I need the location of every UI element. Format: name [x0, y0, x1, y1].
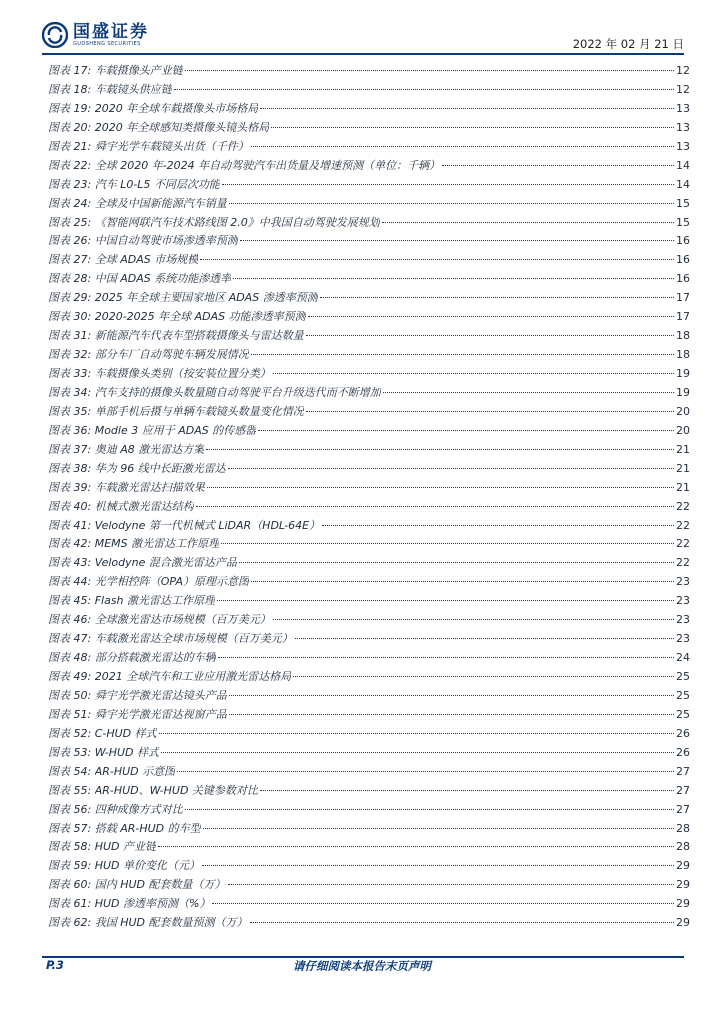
toc-entry-title: 《智能网联汽车技术路线图 2.0》中我国自动驾驶发展规划 — [94, 215, 380, 229]
toc-entry-title: HUD 渗透率预测（%） — [94, 897, 211, 911]
toc-entry[interactable] — [48, 706, 690, 725]
toc-entry-title: 部分车厂自动驾驶车辆发展情况 — [94, 348, 249, 362]
toc-entry-title: 2025 年全球主要国家地区 ADAS 渗透率预测 — [94, 291, 318, 305]
toc-entry[interactable] — [48, 611, 690, 630]
toc-entry[interactable] — [48, 857, 690, 876]
toc-dot-leader — [251, 581, 674, 582]
toc-entry-title: AR-HUD、W-HUD 关键参数对比 — [94, 783, 258, 797]
toc-entry-page: 24 — [676, 651, 690, 665]
toc-dot-leader — [320, 297, 674, 298]
toc-entry-title: 车载摄像头产业链 — [94, 64, 183, 77]
toc-entry-title: 光学相控阵（OPA）原理示意图 — [94, 575, 249, 589]
footer-disclaimer: 请仔细阅读本报告末页声明 — [293, 959, 431, 973]
toc-dot-leader — [251, 354, 674, 355]
toc-dot-leader — [273, 373, 674, 374]
toc-entry-title: 搭载 AR-HUD 的车型 — [94, 821, 201, 835]
toc-entry-title: 全球激光雷达市场规模（百万美元） — [94, 613, 271, 627]
toc-entry-label: 图表 19: — [48, 101, 92, 115]
toc-entry-title: 全球 ADAS 市场规模 — [94, 253, 199, 267]
toc-dot-leader — [229, 203, 674, 204]
toc-entry[interactable] — [48, 289, 690, 308]
logo-text — [73, 23, 149, 48]
toc-entry-page: 25 — [676, 670, 690, 683]
toc-entry-page: 25 — [676, 688, 690, 702]
toc-entry-page: 22 — [676, 518, 690, 532]
toc-entry-title: 四种成像方式对比 — [94, 802, 183, 816]
toc-entry-label: 图表 31: — [48, 329, 92, 343]
toc-dot-leader — [217, 600, 674, 601]
figure-index-list — [48, 62, 690, 933]
toc-entry-title: AR-HUD 示意图 — [94, 764, 176, 778]
toc-entry[interactable] — [48, 232, 690, 251]
toc-dot-leader — [207, 487, 674, 488]
toc-entry-label: 图表 41: — [48, 518, 92, 532]
toc-entry-page: 16 — [676, 272, 690, 286]
toc-entry-label: 图表 59: — [48, 859, 92, 873]
toc-entry-title: 车载激光雷达扫描效果 — [94, 480, 205, 494]
toc-dot-leader — [174, 89, 674, 90]
toc-dot-leader — [295, 638, 674, 639]
toc-entry-page: 14 — [676, 177, 690, 191]
toc-dot-leader — [260, 108, 674, 109]
toc-entry-label: 图表 24: — [48, 196, 92, 210]
toc-entry-page: 23 — [676, 575, 690, 589]
toc-entry-title: 汽车 L0-L5 不同层次功能 — [94, 177, 220, 191]
toc-entry-title: 我国 HUD 配套数量预测（万） — [94, 916, 248, 930]
toc-entry-page: 17 — [676, 291, 690, 305]
toc-entry-title: 机械式激光雷达结构 — [94, 499, 194, 513]
toc-entry-label: 图表 33: — [48, 367, 92, 380]
toc-entry-label: 图表 51: — [48, 707, 92, 721]
toc-entry-page: 26 — [676, 745, 690, 759]
toc-entry-page: 27 — [676, 802, 690, 816]
toc-dot-leader — [260, 790, 674, 791]
toc-entry[interactable] — [48, 535, 690, 554]
toc-entry-page: 17 — [676, 310, 690, 324]
toc-entry-title: Velodyne 第一代机械式 LiDAR（HDL-64E） — [94, 518, 321, 532]
toc-entry[interactable] — [48, 365, 690, 384]
toc-entry-title: 舜宇光学激光雷达镜头产品 — [94, 688, 227, 702]
page-header — [0, 0, 724, 58]
toc-entry-title: 舜宇光学激光雷达视窗产品 — [94, 707, 227, 721]
toc-entry-label: 图表 29: — [48, 291, 92, 305]
toc-dot-leader — [442, 165, 674, 166]
toc-entry-title: 华为 96 线中长距激光雷达 — [94, 461, 226, 475]
toc-entry-title: MEMS 激光雷达工作原理 — [94, 537, 220, 551]
toc-dot-leader — [306, 411, 674, 412]
toc-dot-leader — [250, 922, 675, 923]
toc-entry-label: 图表 20: — [48, 120, 92, 134]
toc-entry-title: Flash 激光雷达工作原理 — [94, 594, 216, 608]
toc-entry-label: 图表 58: — [48, 840, 92, 854]
toc-entry-page: 16 — [676, 234, 690, 248]
toc-entry-page: 15 — [676, 196, 690, 210]
toc-entry-title: 2020 年全球感知类摄像头镜头格局 — [94, 120, 270, 134]
header-divider — [42, 53, 684, 55]
toc-entry-label: 图表 49: — [48, 670, 92, 683]
toc-dot-leader — [228, 884, 675, 885]
toc-entry[interactable] — [48, 460, 690, 479]
toc-entry-title: HUD 单价变化（元） — [94, 859, 200, 873]
toc-entry-page: 16 — [676, 253, 690, 267]
toc-entry-label: 图表 28: — [48, 272, 92, 286]
toc-entry-page: 13 — [676, 120, 690, 134]
toc-entry[interactable] — [48, 327, 690, 346]
toc-dot-leader — [161, 752, 674, 753]
toc-dot-leader — [196, 506, 674, 507]
toc-entry[interactable] — [48, 270, 690, 289]
toc-entry-title: 2020 年全球车载摄像头市场格局 — [94, 101, 259, 115]
toc-entry-label: 图表 35: — [48, 404, 92, 418]
toc-entry-label: 图表 30: — [48, 310, 92, 324]
toc-entry-label: 图表 42: — [48, 537, 92, 551]
toc-entry-title: 奥迪 A8 激光雷达方案 — [94, 442, 205, 456]
toc-dot-leader — [222, 184, 674, 185]
toc-entry[interactable] — [48, 554, 690, 573]
toc-entry[interactable] — [48, 630, 690, 649]
toc-dot-leader — [382, 222, 674, 223]
toc-entry-page: 29 — [676, 859, 690, 873]
toc-entry-page: 28 — [676, 821, 690, 835]
toc-entry-label: 图表 43: — [48, 556, 92, 570]
toc-dot-leader — [229, 695, 674, 696]
toc-entry-label: 图表 34: — [48, 385, 92, 399]
toc-entry-label: 图表 39: — [48, 480, 92, 494]
toc-dot-leader — [221, 543, 674, 544]
toc-entry-page: 27 — [676, 783, 690, 797]
toc-entry-title: 中国自动驾驶市场渗透率预测 — [94, 234, 238, 248]
toc-dot-leader — [228, 468, 674, 469]
toc-dot-leader — [306, 335, 674, 336]
toc-entry-title: 汽车支持的摄像头数量随自动驾驶平台升级迭代而不断增加 — [94, 385, 381, 399]
toc-entry-label: 图表 23: — [48, 177, 92, 191]
toc-entry[interactable] — [48, 838, 690, 857]
toc-entry-title: 车载激光雷达全球市场规模（百万美元） — [94, 632, 293, 646]
toc-entry[interactable] — [48, 744, 690, 763]
toc-entry[interactable] — [48, 403, 690, 422]
toc-dot-leader — [218, 657, 674, 658]
toc-entry-page: 20 — [676, 423, 690, 437]
toc-entry[interactable] — [48, 573, 690, 592]
toc-entry-title: W-HUD 样式 — [94, 745, 159, 759]
toc-dot-leader — [251, 146, 674, 147]
toc-entry-title: 车载摄像头类别（按安装位置分类） — [94, 367, 271, 380]
toc-entry[interactable] — [48, 100, 690, 119]
toc-entry-page: 22 — [676, 556, 690, 570]
page-number: P.3 — [46, 958, 64, 972]
toc-entry-page: 23 — [676, 632, 690, 646]
toc-entry[interactable] — [48, 195, 690, 214]
toc-entry[interactable] — [48, 801, 690, 820]
toc-entry-label: 图表 48: — [48, 651, 92, 665]
toc-dot-leader — [240, 240, 674, 241]
toc-entry-label: 图表 61: — [48, 897, 92, 911]
toc-entry-page: 18 — [676, 329, 690, 343]
toc-entry[interactable] — [48, 649, 690, 668]
toc-entry[interactable] — [48, 668, 690, 687]
toc-entry-label: 图表 38: — [48, 461, 92, 475]
toc-entry[interactable] — [48, 687, 690, 706]
toc-dot-leader — [271, 127, 674, 128]
toc-entry-label: 图表 54: — [48, 764, 92, 778]
toc-entry-label: 图表 60: — [48, 878, 92, 892]
toc-entry-label: 图表 45: — [48, 594, 92, 608]
toc-entry[interactable] — [48, 384, 690, 403]
toc-entry[interactable] — [48, 895, 690, 914]
report-date: 2022 年 02 月 21 日 — [572, 37, 684, 51]
toc-entry[interactable] — [48, 422, 690, 441]
toc-entry-title: C-HUD 样式 — [94, 726, 157, 740]
toc-entry[interactable] — [48, 782, 690, 801]
toc-entry-title: 全球及中国新能源汽车销量 — [94, 196, 227, 210]
toc-entry-label: 图表 37: — [48, 442, 92, 456]
toc-entry-title: 舜宇光学车载镜头出货（千件） — [94, 139, 249, 153]
toc-entry-page: 29 — [676, 878, 690, 892]
logo-chinese-name: 国盛证券 — [73, 21, 149, 42]
toc-entry[interactable] — [48, 251, 690, 270]
toc-entry-page: 22 — [676, 537, 690, 551]
toc-entry[interactable] — [48, 157, 690, 176]
toc-entry-label: 图表 56: — [48, 802, 92, 816]
toc-entry-label: 图表 26: — [48, 234, 92, 248]
toc-entry-page: 23 — [676, 613, 690, 627]
toc-entry[interactable] — [48, 479, 690, 498]
toc-entry-page: 22 — [676, 499, 690, 513]
toc-entry[interactable] — [48, 876, 690, 895]
toc-entry[interactable] — [48, 62, 690, 81]
toc-entry-label: 图表 36: — [48, 423, 92, 437]
toc-entry[interactable] — [48, 138, 690, 157]
toc-entry-label: 图表 46: — [48, 613, 92, 627]
toc-dot-leader — [229, 714, 674, 715]
toc-entry-label: 图表 55: — [48, 783, 92, 797]
toc-dot-leader — [212, 903, 674, 904]
toc-entry[interactable] — [48, 763, 690, 782]
toc-entry-page: 25 — [676, 707, 690, 721]
toc-entry-page: 23 — [676, 594, 690, 608]
toc-dot-leader — [258, 430, 674, 431]
toc-entry[interactable] — [48, 725, 690, 744]
toc-entry-title: 单部手机后摄与单辆车载镜头数量变化情况 — [94, 404, 304, 418]
toc-entry-page: 18 — [676, 348, 690, 362]
toc-dot-leader — [202, 865, 674, 866]
toc-dot-leader — [383, 392, 674, 393]
toc-entry-page: 19 — [676, 367, 690, 380]
toc-entry-page: 13 — [676, 139, 690, 153]
toc-entry[interactable] — [48, 914, 690, 933]
toc-entry[interactable] — [48, 517, 690, 536]
toc-entry-label: 图表 21: — [48, 139, 92, 153]
toc-entry-page: 12 — [676, 82, 690, 96]
toc-dot-leader — [203, 828, 674, 829]
toc-entry[interactable] — [48, 214, 690, 233]
toc-entry-page: 20 — [676, 404, 690, 418]
toc-entry-page: 21 — [676, 461, 690, 475]
toc-entry-label: 图表 40: — [48, 499, 92, 513]
toc-entry-label: 图表 53: — [48, 745, 92, 759]
toc-dot-leader — [200, 259, 674, 260]
toc-entry-label: 图表 52: — [48, 726, 92, 740]
toc-dot-leader — [322, 525, 674, 526]
toc-dot-leader — [185, 70, 674, 71]
toc-entry-page: 12 — [676, 64, 690, 77]
toc-entry-page: 21 — [676, 442, 690, 456]
toc-entry-label: 图表 27: — [48, 253, 92, 267]
toc-entry-label: 图表 17: — [48, 64, 92, 77]
toc-dot-leader — [233, 278, 674, 279]
toc-entry-label: 图表 50: — [48, 688, 92, 702]
toc-entry-title: Velodyne 混合激光雷达产品 — [94, 556, 237, 570]
toc-dot-leader — [308, 316, 674, 317]
toc-entry[interactable] — [48, 176, 690, 195]
toc-entry-label: 图表 47: — [48, 632, 92, 646]
toc-dot-leader — [159, 733, 674, 734]
toc-entry-page: 29 — [676, 897, 690, 911]
toc-entry-page: 13 — [676, 101, 690, 115]
toc-dot-leader — [273, 619, 674, 620]
toc-entry-page: 27 — [676, 764, 690, 778]
toc-dot-leader — [206, 449, 674, 450]
toc-entry-page: 15 — [676, 215, 690, 229]
toc-dot-leader — [239, 562, 674, 563]
guosheng-logo-icon — [42, 22, 68, 48]
toc-entry-page: 28 — [676, 840, 690, 854]
toc-dot-leader — [177, 771, 674, 772]
toc-entry-title: 新能源汽车代表车型搭载摄像头与雷达数量 — [94, 329, 304, 343]
toc-entry-title: 部分搭载激光雷达的车辆 — [94, 651, 216, 665]
toc-entry-page: 14 — [676, 158, 690, 172]
toc-entry-label: 图表 22: — [48, 158, 92, 172]
company-logo — [42, 22, 149, 48]
toc-entry[interactable] — [48, 820, 690, 839]
toc-entry-label: 图表 32: — [48, 348, 92, 362]
toc-entry[interactable] — [48, 592, 690, 611]
logo-english-name: GUOSHENG SECURITIES — [73, 40, 141, 47]
toc-entry-title: 中国 ADAS 系统功能渗透率 — [94, 272, 232, 286]
toc-entry-page: 26 — [676, 726, 690, 740]
toc-entry-title: Modle 3 应用于 ADAS 的传感器 — [94, 423, 257, 437]
toc-entry-page: 21 — [676, 480, 690, 494]
toc-entry-title: 2021 全球汽车和工业应用激光雷达格局 — [94, 670, 292, 683]
toc-entry-label: 图表 62: — [48, 916, 92, 930]
toc-entry[interactable] — [48, 308, 690, 327]
toc-dot-leader — [293, 676, 674, 677]
toc-entry-label: 图表 25: — [48, 215, 92, 229]
toc-entry-title: 2020-2025 年全球 ADAS 功能渗透率预测 — [94, 310, 306, 324]
toc-entry-title: HUD 产业链 — [94, 840, 156, 854]
toc-entry-page: 19 — [676, 385, 690, 399]
toc-entry[interactable] — [48, 346, 690, 365]
toc-entry[interactable] — [48, 119, 690, 138]
toc-entry-label: 图表 57: — [48, 821, 92, 835]
toc-entry-label: 图表 18: — [48, 82, 92, 96]
toc-entry[interactable] — [48, 81, 690, 100]
toc-entry-page: 29 — [676, 916, 690, 930]
toc-dot-leader — [185, 809, 674, 810]
toc-entry[interactable] — [48, 498, 690, 517]
toc-entry-title: 国内 HUD 配套数量（万） — [94, 878, 226, 892]
toc-dot-leader — [158, 846, 674, 847]
toc-entry-title: 全球 2020 年-2024 年自动驾驶汽车出货量及增速预测（单位：千辆） — [94, 158, 441, 172]
toc-entry-title: 车载镜头供应链 — [94, 82, 172, 96]
toc-entry-label: 图表 44: — [48, 575, 92, 589]
toc-entry[interactable] — [48, 441, 690, 460]
